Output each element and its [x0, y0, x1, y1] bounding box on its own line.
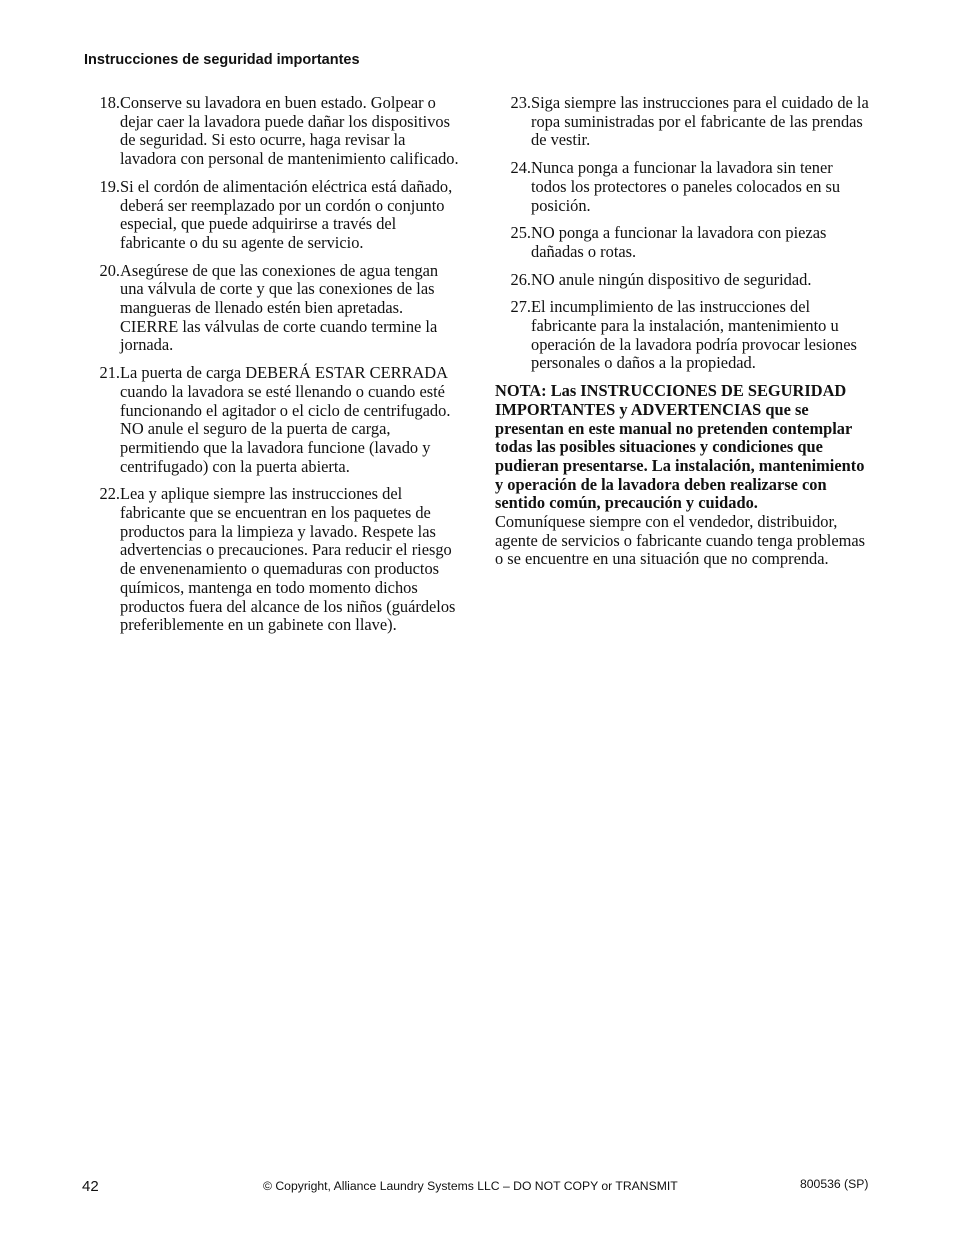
item-text-content: Lea y aplique siempre las instrucciones del fabricante que se encuentran en los paquetes de productos para la limpieza y lavado. Respete las advertencias o precauciones. Para reducir el riesgo de envenenamiento o quemaduras con productos químicos, mantenga en todo momento dichos productos fuera del alcance de los niños (guárdelos preferiblemente en un gabinete con llave). [120, 484, 456, 635]
right-column [495, 94, 871, 569]
closing-paragraph: Comuníquese siempre con el vendedor, distribuidor, agente de servicios o fabricante cuando tenga problemas o se encuentre en una situación que no comprenda. [495, 512, 865, 569]
item-text [120, 94, 464, 169]
item-number: 24. [510, 158, 531, 178]
item-text-content: Asegúrese de que las conexiones de agua tengan una válvula de corte y que las conexiones de las mangueras de llenado estén bien apretadas. CIERRE las válvulas de corte cuando termine la jornada. [120, 260, 439, 355]
item-number: 25. [510, 223, 531, 243]
list-item [495, 94, 871, 150]
item-number: 20. [99, 260, 120, 280]
document-number: 800536 (SP) [800, 1177, 869, 1191]
list-item [84, 178, 464, 253]
item-text [120, 262, 464, 356]
list-item [495, 271, 871, 290]
item-number: 26. [510, 269, 531, 289]
list-item [84, 485, 464, 635]
item-text [531, 94, 871, 150]
left-column [84, 94, 464, 644]
note-paragraph: NOTA: Las INSTRUCCIONES DE SEGURIDAD IMPORTANTES y ADVERTENCIAS que se presentan en este manual no pretenden contemplar todas las posibles situaciones y condiciones que pudieran presentarse. La instalación, mantenimiento y operación de la lavadora deben realizarse con sentido común, precaución y cuidado. [495, 381, 865, 513]
item-text-content: Siga siempre las instrucciones para el cuidado de la ropa suministradas por el fabricante de las prendas de vestir. [531, 93, 869, 150]
item-text-content: La puerta de carga DEBERÁ ESTAR CERRADA cuando la lavadora se esté llenando o cuando esté funcionando el agitador o el ciclo de centrifugado. NO anule el seguro de la puerta de carga, permitiendo que la lavadora funcione (lavado y centrifugado) con la puerta abierta. [120, 363, 451, 476]
item-text-content: Conserve su lavadora en buen estado. Golpear o dejar caer la lavadora puede dañar los dispositivos de seguridad. Si esto ocurre, haga revisar la lavadora con personal de mantenimiento calificado. [120, 93, 459, 169]
item-text [120, 485, 464, 635]
copyright-notice: © Copyright, Alliance Laundry Systems LLC – DO NOT COPY or TRANSMIT [263, 1179, 678, 1193]
item-text-content: El incumplimiento de las instrucciones del fabricante para la instalación, mantenimiento u operación de la lavadora podría provocar lesiones personales o daños a la propiedad. [531, 297, 857, 373]
item-number: 18. [99, 93, 120, 112]
item-text [531, 159, 871, 215]
item-text [531, 224, 871, 261]
item-number: 23. [510, 93, 531, 112]
item-number: 21. [99, 363, 120, 383]
item-number: 22. [99, 484, 120, 504]
item-text-content: NO ponga a funcionar la lavadora con piezas dañadas o rotas. [531, 223, 827, 261]
list-item [84, 94, 464, 169]
item-text [120, 178, 464, 253]
list-item [84, 364, 464, 476]
item-number: 27. [510, 297, 531, 317]
item-text-content: Nunca ponga a funcionar la lavadora sin tener todos los protectores o paneles colocados en su posición. [531, 158, 841, 215]
list-item [495, 159, 871, 215]
list-item [495, 224, 871, 261]
item-number: 19. [99, 176, 120, 196]
list-item [84, 262, 464, 356]
list-item [495, 298, 871, 373]
item-text-content: Si el cordón de alimentación eléctrica está dañado, deberá ser reemplazado por un cordón o conjunto especial, que puede adquirirse a través del fabricante o du su agente de servicio. [120, 176, 453, 252]
item-text [120, 364, 464, 476]
item-text [531, 271, 871, 290]
page-number: 42 [82, 1178, 99, 1195]
item-text-content: NO anule ningún dispositivo de seguridad. [531, 269, 812, 289]
item-text [531, 298, 871, 373]
page-header: Instrucciones de seguridad importantes [84, 52, 360, 68]
